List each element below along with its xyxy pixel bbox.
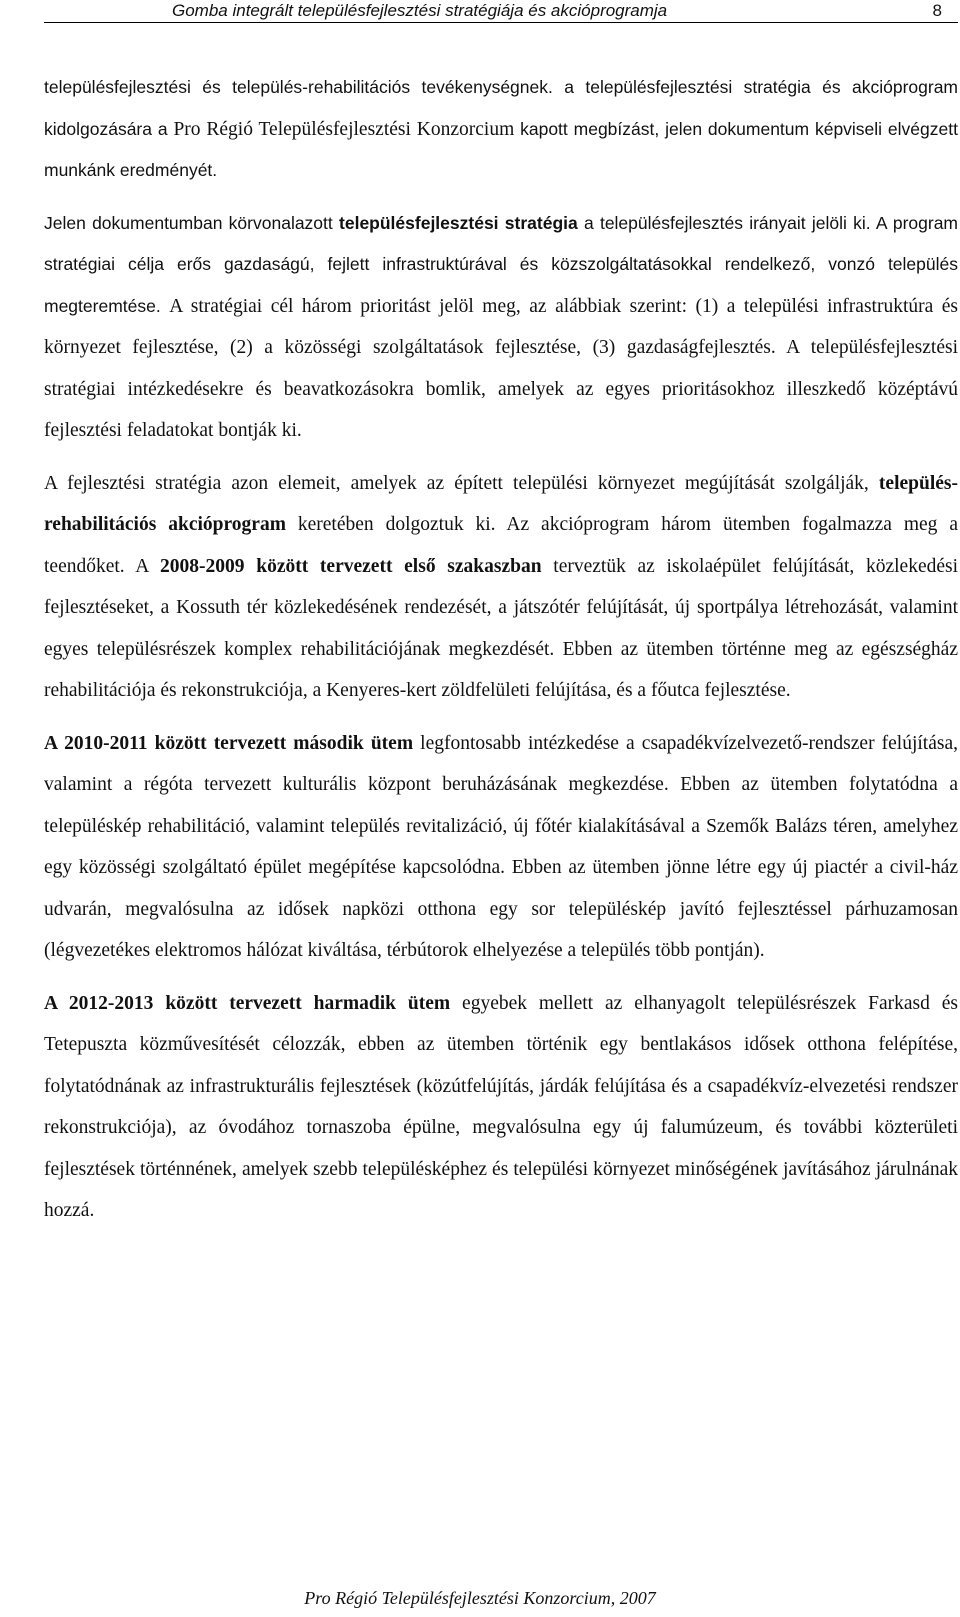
emphasis-text: A 2012-2013 között tervezett harmadik ütem: [44, 992, 451, 1014]
text-run: kapott megbízást, jelen dokumentum képviseli elvégzett munkánk eredményét.: [44, 118, 958, 180]
text-run: a településfejlesztés irányait jelöli ki. A program stratégiai célja erős gazdaságú, fejlett infrastruktúrával és közszolgáltatásokkal rendelkező, vonzó település megteremtése.: [44, 212, 959, 316]
text-run: A stratégiai cél három prioritást jelöl meg, az alábbiak szerint: (1) a települési infrastruktúra és környezet fejlesztése, (2) a közösségi szolgáltatások fejlesztése, (3) gazdaságfejlesztés. A településfejlesztési stratégiai intézkedésekre és beavatkozásokra bomlik, amelyek az egyes prioritásokhoz illeszkedő középtávú fejlesztési feladatokat bontják ki.: [44, 295, 959, 441]
paragraph: [44, 983, 958, 1232]
text-run: terveztük az iskolaépület felújítását, közlekedési fejlesztéseket, a Kossuth tér közlekedésének rendezését, a játszótér felújítását, új sportpálya létrehozását, valamint egyes településrészek komplex rehabilitációjának megkezdését. Ebben az ütemben történne meg az egészségház rehabilitációja és rekonstrukciója, a Kenyeres-kert zöldfelületi felújítása, és a főutca fejlesztése.: [44, 555, 959, 701]
text-run: keretében dolgoztuk ki. Az akcióprogram három ütemben fogalmazza meg a teendőket. A: [44, 514, 958, 577]
paragraph: [44, 463, 958, 712]
text-run: legfontosabb intézkedése a csapadékvízelvezető-rendszer felújítása, valamint a régóta tervezett kulturális központ beruházásának megkezdése. Ebben az ütemben folytatódna a településkép rehabilitáció, valamint település revitalizáció, új főtér kialakításával a Szemők Balázs téren, amelyhez egy közösségi szolgáltató épület megépítése kapcsolódna. Ebben az ütemben jönne létre egy új piactér a civil-ház udvarán, megvalósulna az idősek napközi otthona egy sor településkép javító fejlesztéssel párhuzamosan (légvezetékes elektromos hálózat kiváltása, térbútorok elhelyezése a település több pontján).: [44, 732, 958, 961]
emphasis-text: A 2010-2011 között tervezett második ütem: [44, 732, 414, 754]
text-run: A fejlesztési stratégia azon elemeit, amelyek az épített települési környezet megújítását szolgálják,: [44, 472, 879, 494]
paragraph: [44, 67, 958, 192]
body-text: [44, 67, 958, 1232]
page-number: 8: [932, 1, 942, 20]
paragraph: [44, 723, 958, 972]
emphasis-text: település-rehabilitációs akcióprogram: [44, 472, 958, 535]
text-run: Jelen dokumentumban körvonalazott: [44, 212, 340, 233]
text-run: településfejlesztési és település-rehabilitációs tevékenységnek. a településfejlesztési stratégia és akcióprogram kidolgozására a: [44, 77, 958, 139]
document-title: Gomba integrált településfejlesztési stratégiája és akcióprogramja: [172, 1, 668, 20]
page-header: [44, 0, 958, 23]
emphasis-text: 2008-2009 között tervezett első szakaszban: [160, 555, 542, 577]
text-run: egyebek mellett az elhanyagolt településrészek Farkasd és Tetepuszta közművesítését célozzák, ebben az ütemben történik egy bentlakásos idősek otthona felépítése, folytatódnának az infrastrukturális fejlesztések (közútfelújítás, járdák felújítása és a csapadékvíz-elvezetési rendszer rekonstrukciója), az óvodához tornaszoba épülne, megvalósulna egy új falumúzeum, és további közterületi fejlesztések történnének, amelyek szebb településképhez és települési környezet minőségének javításához járulnának hozzá.: [44, 992, 958, 1221]
emphasis-text: településfejlesztési stratégia: [339, 212, 578, 233]
text-run: Pro Régió Településfejlesztési Konzorcium: [173, 118, 515, 140]
page-footer: Pro Régió Településfejlesztési Konzorcium, 2007: [304, 1588, 656, 1608]
paragraph: [44, 203, 958, 452]
